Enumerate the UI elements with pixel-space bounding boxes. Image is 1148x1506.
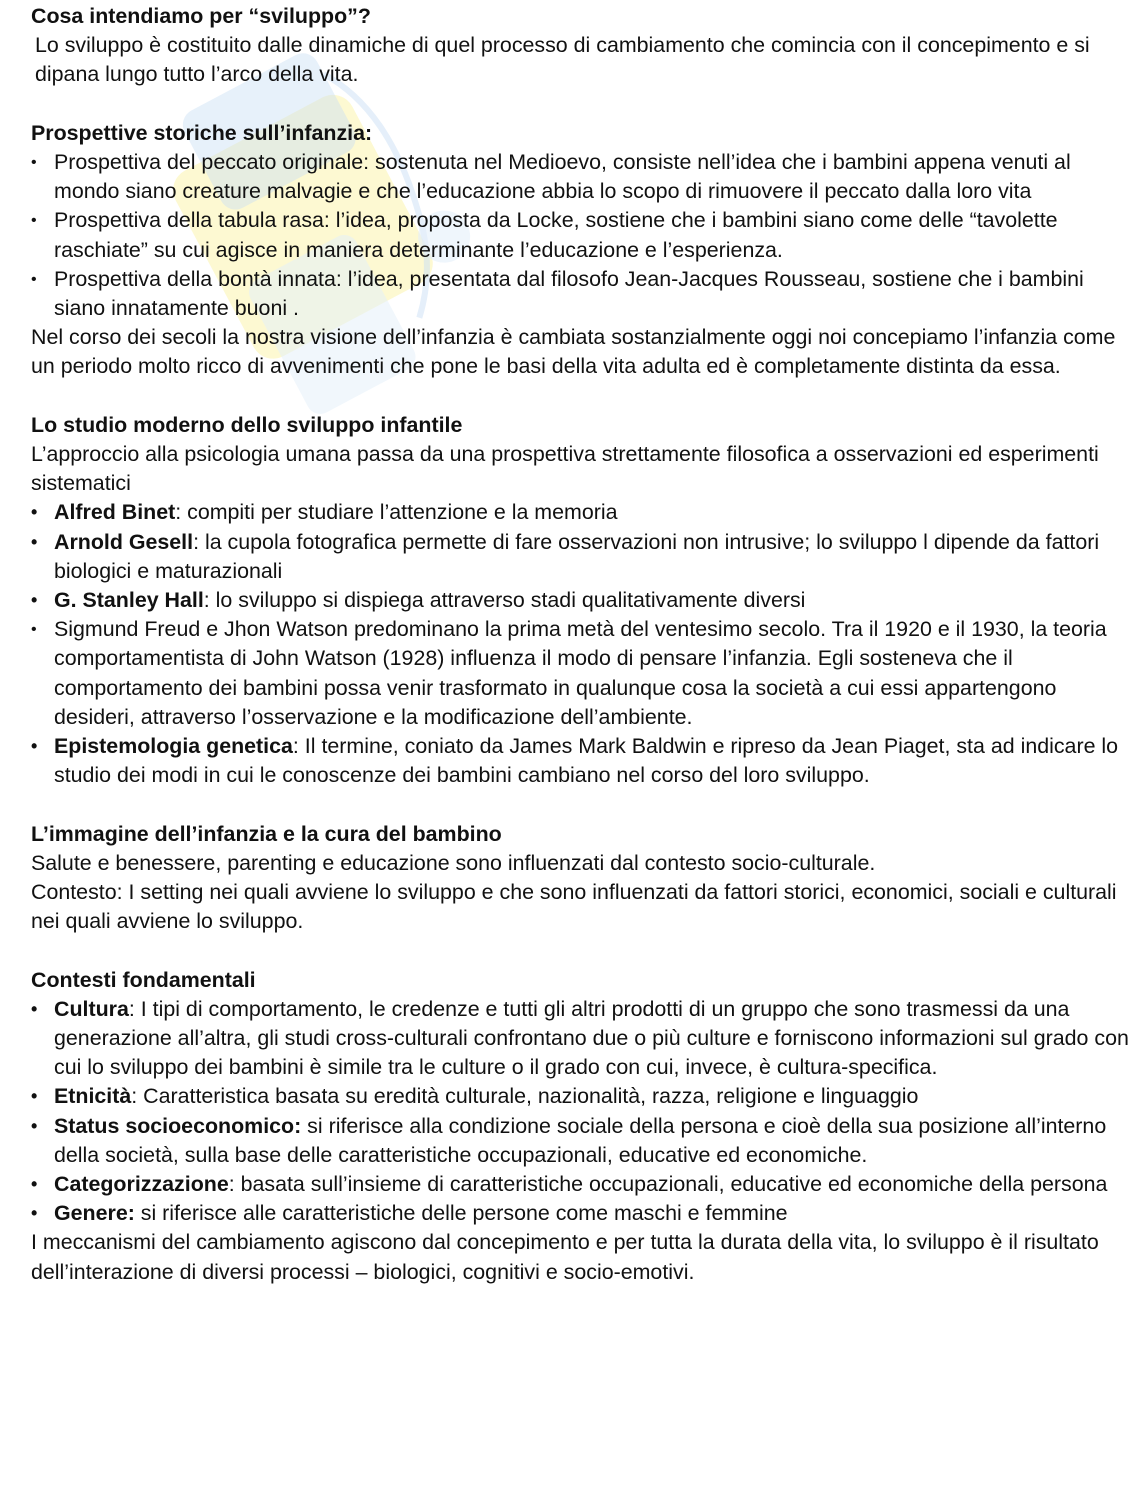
document-content: [31, 2, 1131, 1287]
bullet-icon: •: [31, 736, 38, 757]
bullet-list: [31, 995, 1131, 1229]
bullet-icon: •: [31, 1203, 38, 1224]
list-item: • Prospettiva della bontà innata: l’idea, presentata dal filosofo Jean-Jacques Rousseau, sostiene che i bambini siano innatamente buoni .: [31, 266, 1084, 321]
bullet-list: [31, 498, 1131, 790]
term: Status socioeconomico:: [54, 1113, 302, 1138]
term: Alfred Binet: [54, 500, 176, 525]
section-sviluppo: [31, 2, 1131, 90]
bullet-icon: •: [31, 1174, 38, 1195]
list-item: • Categorizzazione: basata sull’insieme di caratteristiche occupazionali, educative ed economiche della persona: [31, 1170, 1131, 1199]
section-contesti-fondamentali: [31, 966, 1131, 1287]
list-item: • Prospettiva del peccato originale: sostenuta nel Medioevo, consiste nell’idea che i bambini appena venuti al mondo siano creature malvagie e che l’educazione abbia lo scopo di rimuovere il peccato dalla loro vita: [31, 150, 1071, 204]
paragraph: Salute e benessere, parenting e educazione sono influenzati dal contesto socio-culturale.: [31, 850, 876, 875]
section-heading: Contesti fondamentali: [31, 967, 256, 992]
term: Epistemologia genetica: [54, 734, 293, 759]
section-studio-moderno: [31, 411, 1131, 791]
bullet-icon: •: [31, 502, 38, 523]
bullet-list: [31, 148, 1131, 323]
term: Cultura: [54, 996, 129, 1021]
section-heading: Prospettive storiche sull’infanzia:: [31, 120, 373, 145]
paragraph: Lo sviluppo è costituito dalle dinamiche di quel processo di cambiamento che comincia con il concepimento e si dipana lungo tutto l’arco della vita.: [35, 33, 1090, 87]
list-item: • Prospettiva della tabula rasa: l’idea, proposta da Locke, sostiene che i bambini siano come delle “tavolette raschiate” su cui agisce in maniera determinante l’educazione e l’esperienza.: [31, 208, 1058, 262]
bullet-icon: •: [31, 998, 38, 1019]
list-item: • Arnold Gesell: la cupola fotografica permette di fare osservazioni non intrusive; lo sviluppo l dipende da fattori biologici e maturazionali: [31, 529, 1100, 583]
bullet-icon: •: [31, 154, 37, 171]
section-heading: L’immagine dell’infanzia e la cura del bambino: [31, 821, 502, 846]
bullet-icon: •: [31, 212, 37, 230]
paragraph: I meccanismi del cambiamento agiscono dal concepimento e per tutta la durata della vita, lo sviluppo è il risultato dell’interazione di diversi processi – biologici, cognitivi e socio-emotivi.: [31, 1230, 1099, 1284]
list-item: • Etnicità: Caratteristica basata su eredità culturale, nazionalità, razza, religione e linguaggio: [31, 1082, 1131, 1111]
paragraph: L’approccio alla psicologia umana passa da una prospettiva strettamente filosofica a osservazioni ed esperimenti sistematici: [31, 442, 1099, 496]
list-item: • Epistemologia genetica: Il termine, coniato da James Mark Baldwin e ripreso da Jean Piaget, sta ad indicare lo studio dei modi in cui le conoscenze dei bambini cambiano nel corso del loro sviluppo.: [31, 734, 1119, 788]
list-item: • Genere: si riferisce alle caratteristiche delle persone come maschi e femmine: [31, 1199, 1131, 1228]
bullet-icon: •: [31, 531, 38, 552]
list-item: • Cultura: I tipi di comportamento, le credenze e tutti gli altri prodotti di un gruppo che sono trasmessi da una generazione all’altra, gli studi cross-culturali confrontano due o più culture e forniscono informazioni sul grado con cui lo sviluppo dei bambini è simile tra le culture o il grado con cui, invece, è cultura-specifica.: [31, 996, 1129, 1080]
term: Arnold Gesell: [54, 529, 194, 554]
bullet-icon: •: [31, 621, 37, 639]
term: Categorizzazione: [54, 1172, 229, 1197]
section-heading: Lo studio moderno dello sviluppo infantile: [31, 412, 463, 437]
list-item: • Alfred Binet: compiti per studiare l’attenzione e la memoria: [31, 498, 1131, 527]
bullet-icon: •: [31, 270, 37, 288]
term: Etnicità: [54, 1084, 132, 1109]
bullet-icon: •: [31, 1115, 38, 1136]
bullet-icon: •: [31, 1086, 38, 1107]
paragraph: Nel corso dei secoli la nostra visione dell’infanzia è cambiata sostanzialmente oggi noi concepiamo l’infanzia come un periodo molto ricco di avvenimenti che pone le basi della vita adulta ed è completamente distinta da essa.: [31, 325, 1116, 379]
term: Genere:: [54, 1201, 135, 1226]
section-heading: Cosa intendiamo per “sviluppo”?: [31, 4, 371, 28]
section-prospettive-storiche: [31, 119, 1131, 382]
list-item: • Sigmund Freud e Jhon Watson predominano la prima metà del ventesimo secolo. Tra il 1920 e il 1930, la teoria comportamentista di John Watson (1928) influenza il modo di pensare l’infanzia. Egli sosteneva che il comportamento dei bambini possa venir trasformato in qualunque cosa la società a cui essi appartengono desideri, attraverso l’osservazione e la modificazione dell’ambiente.: [31, 617, 1107, 729]
list-item: • G. Stanley Hall: lo sviluppo si dispiega attraverso stadi qualitativamente diversi: [31, 586, 1131, 615]
paragraph: Contesto: I setting nei quali avviene lo sviluppo e che sono influenzati da fattori storici, economici, sociali e culturali nei quali avviene lo sviluppo.: [31, 880, 1117, 934]
term: G. Stanley Hall: [54, 588, 204, 613]
bullet-icon: •: [31, 590, 38, 611]
section-immagine-infanzia: [31, 820, 1131, 937]
list-item: • Status socioeconomico: si riferisce alla condizione sociale della persona e cioè della sua posizione all’interno della società, sulla base delle caratteristiche occupazionali, educative ed economiche.: [31, 1113, 1107, 1167]
